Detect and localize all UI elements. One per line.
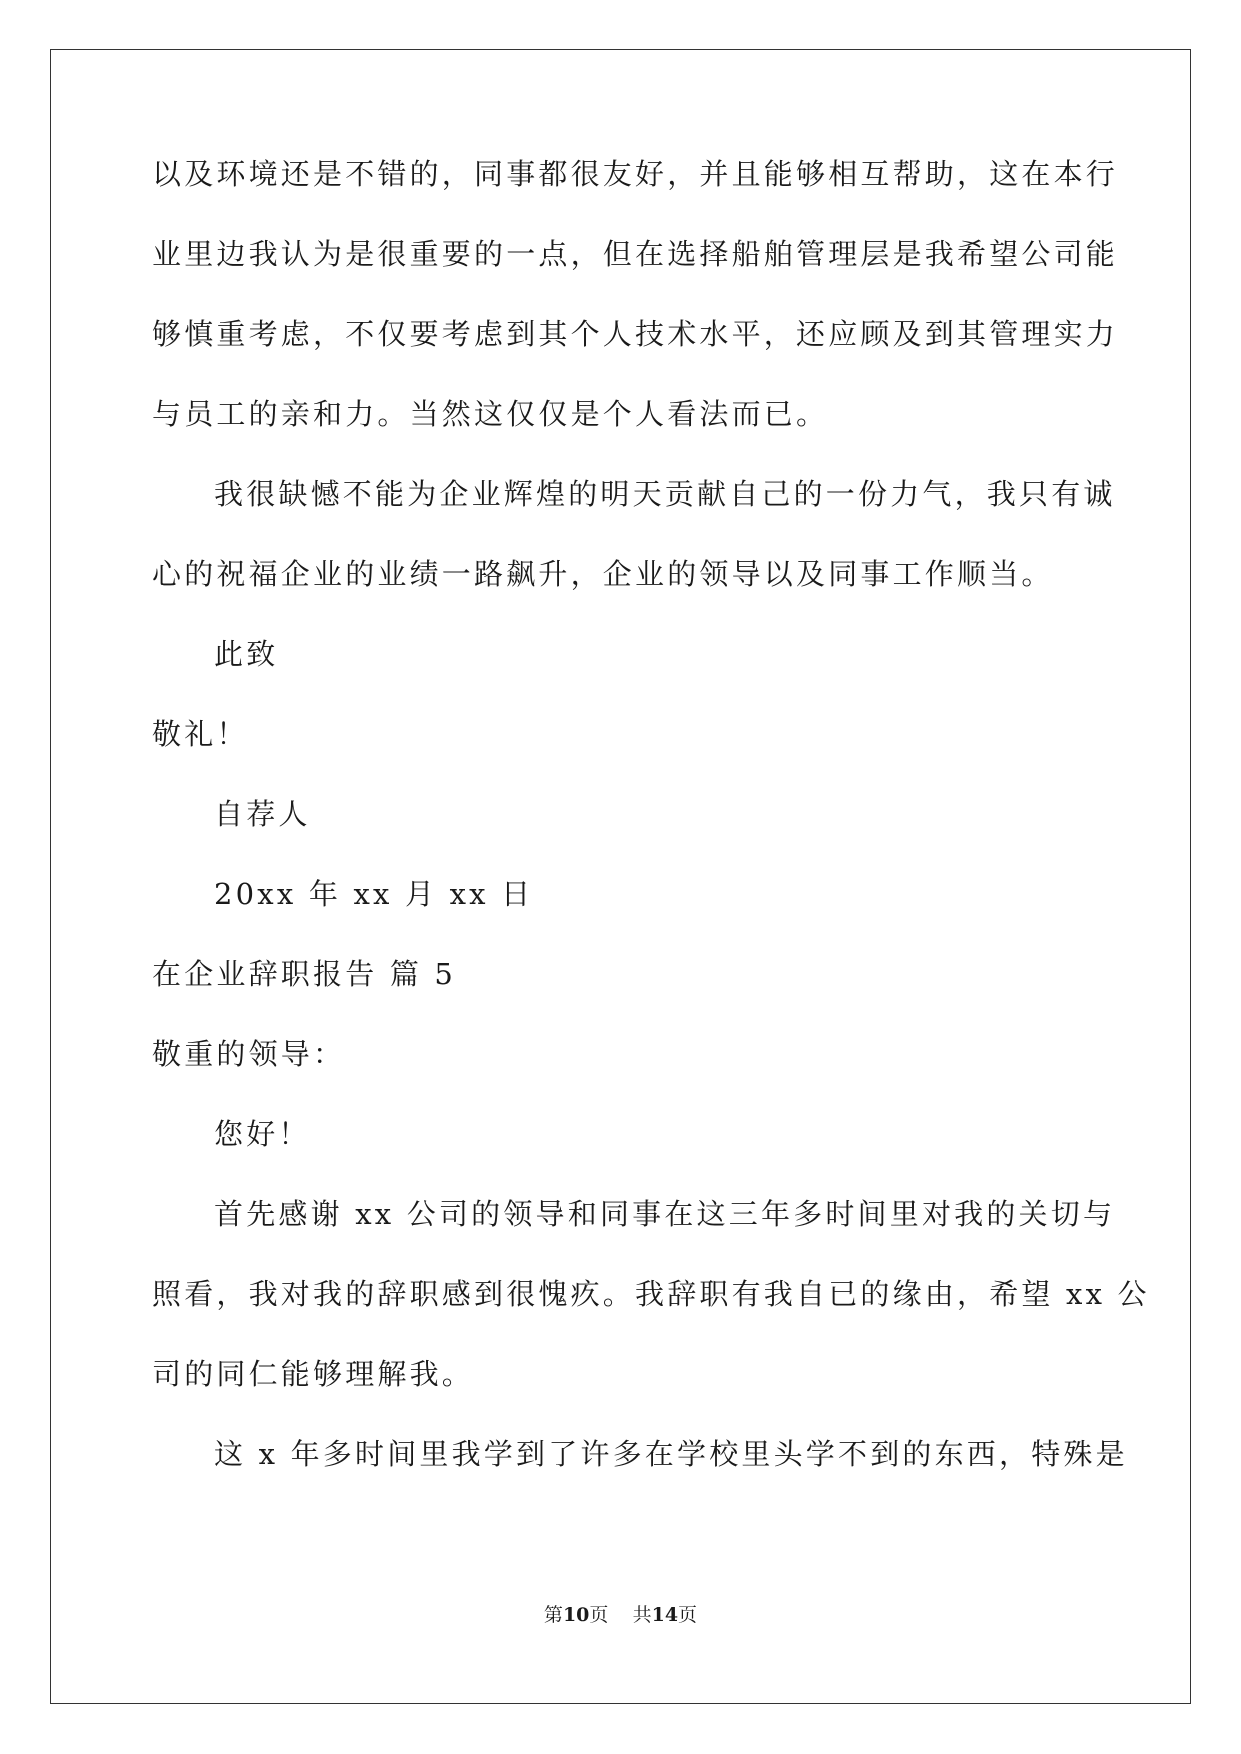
salutation-closing: 此致 [214, 637, 279, 671]
body-line-15: 照看，我对我的辞职感到很愧疚。我辞职有我自已的缘由，希望 xx 公 [152, 1277, 1150, 1311]
regards-line: 敬礼！ [152, 717, 249, 751]
hello-line: 您好！ [214, 1117, 311, 1151]
body-line-6: 心的祝福企业的业绩一路飙升，企业的领导以及同事工作顺当。 [152, 557, 1054, 591]
footer-page-suffix: 页 [589, 1604, 609, 1626]
body-line-16: 司的同仁能够理解我。 [152, 1357, 475, 1391]
footer-total-pages: 14 [651, 1604, 679, 1626]
footer-page-prefix: 第 [543, 1604, 563, 1626]
date-line: 20xx 年 xx 月 xx 日 [214, 877, 534, 911]
signature-label: 自荐人 [214, 797, 311, 831]
footer-page-number: 10 [562, 1604, 590, 1626]
body-line-5: 我很缺憾不能为企业辉煌的明天贡献自己的一份力气，我只有诚 [214, 477, 1116, 511]
body-line-1: 以及环境还是不错的，同事都很友好，并且能够相互帮助，这在本行 [152, 157, 1119, 191]
section-heading: 在企业辞职报告 篇 5 [152, 957, 457, 991]
body-line-14: 首先感谢 xx 公司的领导和同事在这三年多时间里对我的关切与 [214, 1197, 1116, 1231]
recipient-greeting: 敬重的领导： [152, 1037, 346, 1071]
page-footer [0, 1602, 1241, 1628]
body-line-2: 业里边我认为是很重要的一点，但在选择船舶管理层是我希望公司能 [152, 237, 1119, 271]
body-line-3: 够慎重考虑，不仅要考虑到其个人技术水平，还应顾及到其管理实力 [152, 317, 1119, 351]
body-line-4: 与员工的亲和力。当然这仅仅是个人看法而已。 [152, 397, 829, 431]
footer-total-prefix: 共 [632, 1604, 652, 1626]
footer-total-suffix: 页 [678, 1604, 698, 1626]
body-line-17: 这 x 年多时间里我学到了许多在学校里头学不到的东西，特殊是 [214, 1437, 1128, 1471]
